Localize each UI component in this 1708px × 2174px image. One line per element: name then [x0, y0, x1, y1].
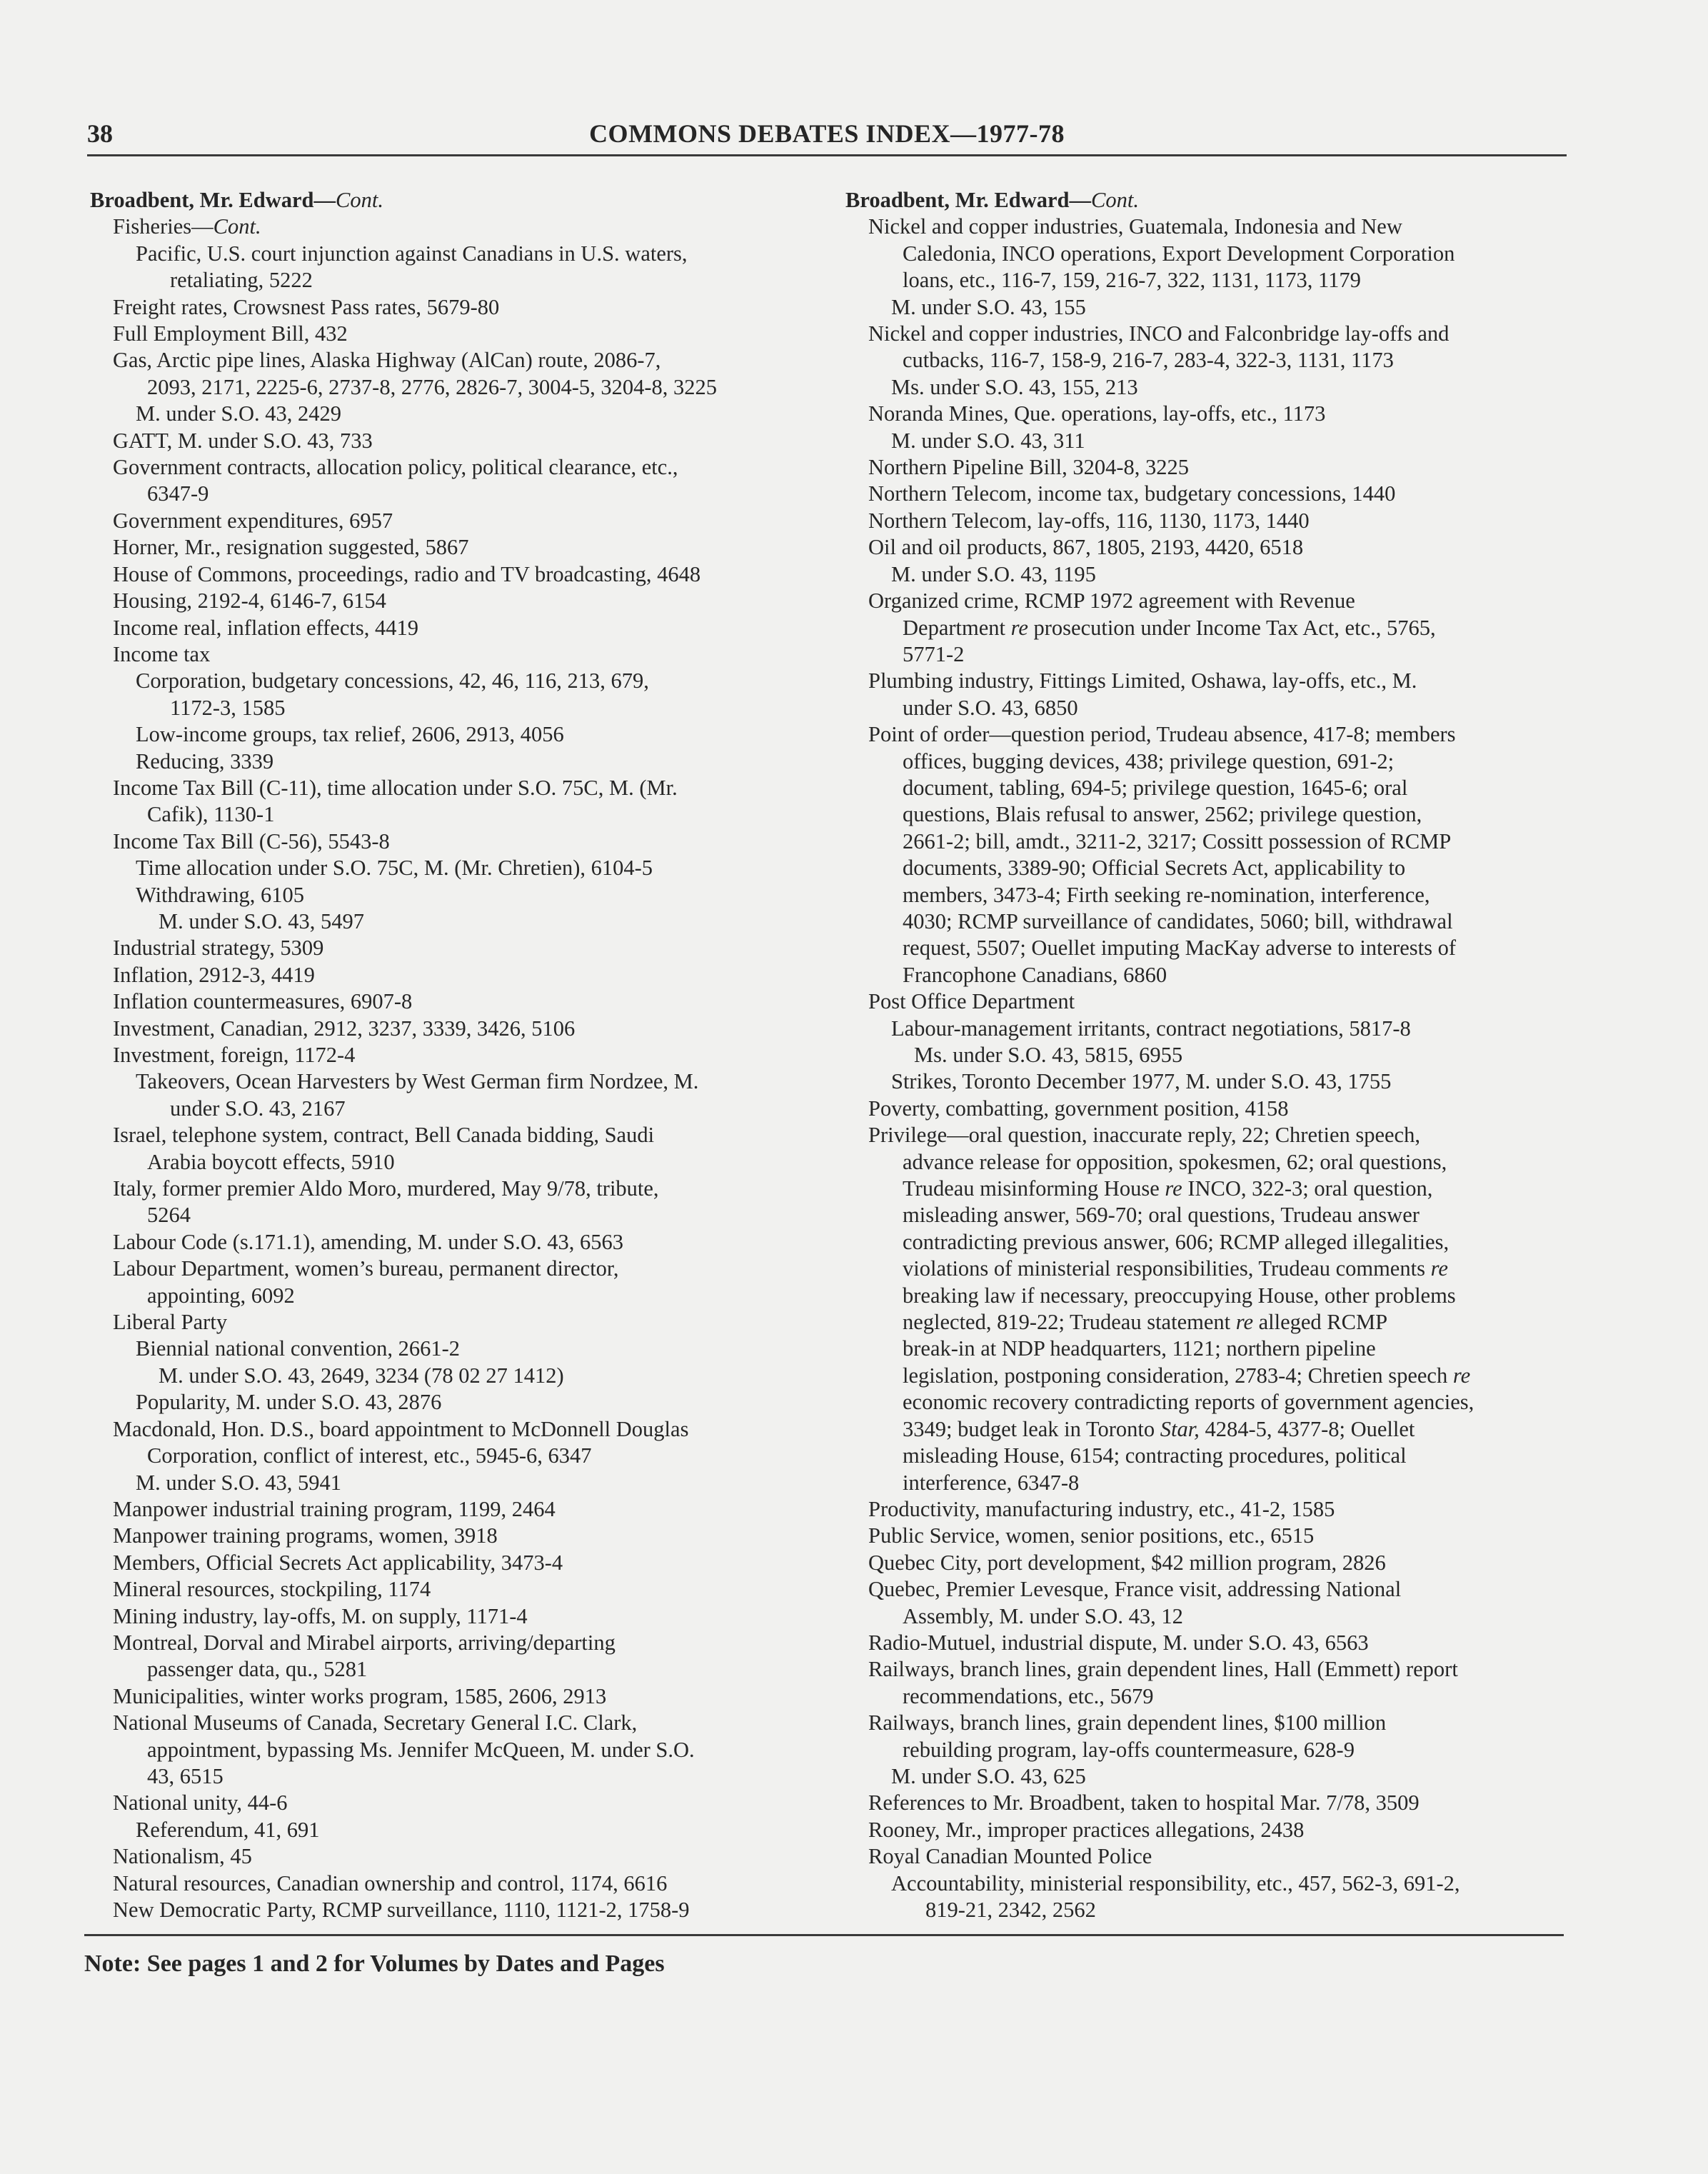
- index-line: [845, 1897, 1567, 1923]
- index-text: House of Commons, proceedings, radio and TV broadcasting, 4648: [113, 561, 701, 586]
- index-line: [90, 214, 804, 240]
- index-line: [845, 428, 1567, 454]
- index-line: [845, 1656, 1567, 1683]
- index-line: [845, 1817, 1567, 1843]
- index-line: [90, 428, 804, 454]
- index-line: [845, 1550, 1567, 1576]
- index-line: [90, 347, 804, 374]
- index-line: [90, 962, 804, 988]
- index-text: References to Mr. Broadbent, taken to hospital Mar. 7/78, 3509: [868, 1790, 1420, 1815]
- index-line: [90, 1870, 804, 1897]
- column-heading: [90, 187, 804, 214]
- index-text: economic recovery contradicting reports of government agencies,: [903, 1390, 1475, 1415]
- index-text: Corporation, budgetary concessions, 42, 46, 116, 213, 679,: [136, 668, 649, 693]
- index-text: Assembly, M. under S.O. 43, 12: [903, 1603, 1183, 1628]
- heading-name: Broadbent, Mr. Edward—: [90, 188, 336, 212]
- index-text: Labour-management irritants, contract negotiations, 5817-8: [891, 1016, 1411, 1041]
- heading-cont: Cont.: [1091, 188, 1139, 212]
- index-text: Manpower training programs, women, 3918: [113, 1523, 498, 1548]
- index-text: Inflation, 2912-3, 4419: [113, 962, 315, 987]
- index-text: Inflation countermeasures, 6907-8: [113, 989, 413, 1014]
- index-line: [845, 908, 1567, 935]
- index-line: [845, 1256, 1567, 1282]
- index-text-after: alleged RCMP: [1253, 1310, 1388, 1335]
- index-line: [845, 1283, 1567, 1309]
- index-line: [845, 1336, 1567, 1362]
- index-text: 819-21, 2342, 2562: [925, 1898, 1096, 1922]
- index-line: [90, 855, 804, 881]
- index-text: request, 5507; Ouellet imputing MacKay adverse to interests of: [903, 936, 1457, 961]
- index-line: [845, 641, 1567, 668]
- index-line: [845, 508, 1567, 534]
- index-text: Income real, inflation effects, 4419: [113, 615, 418, 640]
- index-line: [90, 1470, 804, 1496]
- index-line: [845, 267, 1567, 294]
- index-italic: re: [1010, 615, 1028, 640]
- index-text: Labour Department, women’s bureau, permanent director,: [113, 1256, 619, 1281]
- index-line: [845, 1737, 1567, 1763]
- index-line: [845, 1149, 1567, 1176]
- index-line: [90, 1550, 804, 1576]
- index-line: [90, 695, 804, 721]
- index-line: [845, 882, 1567, 908]
- index-line: [845, 588, 1567, 614]
- index-text: M. under S.O. 43, 625: [891, 1763, 1086, 1788]
- index-text: Accountability, ministerial responsibility, etc., 457, 562-3, 691-2,: [891, 1870, 1460, 1895]
- index-text: Ms. under S.O. 43, 5815, 6955: [914, 1043, 1183, 1067]
- index-line: [90, 561, 804, 588]
- index-text: Government expenditures, 6957: [113, 508, 393, 533]
- index-line: [845, 1229, 1567, 1256]
- index-line: [90, 935, 804, 961]
- index-line: [845, 695, 1567, 721]
- index-text: National unity, 44-6: [113, 1790, 288, 1815]
- index-line: [90, 1737, 804, 1763]
- index-italic: re: [1235, 1310, 1253, 1335]
- index-italic: re: [1165, 1176, 1182, 1201]
- index-text: offices, bugging devices, 438; privilege question, 691-2;: [903, 748, 1395, 773]
- index-text-after: 4284-5, 4377-8; Ouellet: [1199, 1416, 1415, 1441]
- index-text-after: INCO, 322-3; oral question,: [1182, 1176, 1433, 1201]
- index-line: [845, 1443, 1567, 1469]
- index-text: New Democratic Party, RCMP surveillance, 1110, 1121-2, 1758-9: [113, 1898, 690, 1922]
- index-text: Investment, Canadian, 2912, 3237, 3339, 3426, 5106: [113, 1016, 576, 1041]
- index-line: [845, 1470, 1567, 1496]
- index-text: Northern Pipeline Bill, 3204-8, 3225: [868, 455, 1189, 480]
- index-text: Railways, branch lines, grain dependent lines, $100 million: [868, 1710, 1387, 1735]
- index-italic: re: [1430, 1256, 1448, 1281]
- index-text: Government contracts, allocation policy, political clearance, etc.,: [113, 455, 678, 480]
- index-text: 1172-3, 1585: [170, 695, 286, 720]
- page-header: [87, 114, 1567, 156]
- index-line: [845, 1363, 1567, 1389]
- index-text: Northern Telecom, lay-offs, 116, 1130, 1173, 1440: [868, 508, 1310, 533]
- index-line: [845, 801, 1567, 828]
- index-line: [90, 801, 804, 828]
- index-text: M. under S.O. 43, 2429: [136, 401, 342, 426]
- index-text: misleading answer, 569-70; oral questions, Trudeau answer: [903, 1203, 1420, 1228]
- index-text: Income Tax Bill (C-11), time allocation under S.O. 75C, M. (Mr.: [113, 775, 678, 800]
- index-line: [845, 241, 1567, 267]
- index-line: [845, 1790, 1567, 1816]
- index-line: [845, 1202, 1567, 1228]
- index-text: 6347-9: [147, 481, 209, 506]
- index-text: Railways, branch lines, grain dependent lines, Hall (Emmett) report: [868, 1657, 1458, 1682]
- index-line: [845, 721, 1567, 748]
- index-line: [90, 668, 804, 694]
- index-text: Withdrawing, 6105: [136, 882, 304, 907]
- index-line: [90, 748, 804, 775]
- index-text: Caledonia, INCO operations, Export Development Corporation: [903, 241, 1455, 266]
- index-text: Ms. under S.O. 43, 155, 213: [891, 374, 1138, 399]
- index-text: M. under S.O. 43, 1195: [891, 561, 1096, 586]
- index-line: [90, 1576, 804, 1603]
- index-line: [90, 1817, 804, 1843]
- index-text: cutbacks, 116-7, 158-9, 216-7, 283-4, 322-3, 1131, 1173: [903, 348, 1394, 373]
- index-text: passenger data, qu., 5281: [147, 1657, 368, 1682]
- index-line: [845, 1523, 1567, 1549]
- index-text: M. under S.O. 43, 311: [891, 428, 1085, 453]
- index-line: [845, 1870, 1567, 1897]
- index-text: Poverty, combatting, government position, 4158: [868, 1096, 1289, 1121]
- index-line: [90, 1229, 804, 1256]
- index-line: [90, 1523, 804, 1549]
- index-text: Labour Code (s.171.1), amending, M. under S.O. 43, 6563: [113, 1229, 623, 1254]
- index-text: M. under S.O. 43, 155: [891, 294, 1086, 319]
- left-index-column: [90, 187, 804, 1923]
- index-text: Biennial national convention, 2661-2: [136, 1336, 461, 1361]
- index-text: 5771-2: [903, 641, 965, 666]
- index-line: [845, 1843, 1567, 1870]
- index-line: [90, 1309, 804, 1336]
- index-text: Municipalities, winter works program, 1585, 2606, 2913: [113, 1683, 607, 1708]
- index-line: [845, 1389, 1567, 1416]
- index-text: Nickel and copper industries, INCO and Falconbridge lay-offs and: [868, 321, 1450, 346]
- index-text: Quebec, Premier Levesque, France visit, addressing National: [868, 1577, 1402, 1602]
- index-line: [845, 668, 1567, 694]
- index-italic: re: [1452, 1363, 1471, 1388]
- index-line: [90, 1042, 804, 1068]
- index-text: 5264: [147, 1203, 191, 1228]
- index-italic: Cont.: [213, 214, 261, 239]
- index-text: Industrial strategy, 5309: [113, 936, 324, 961]
- index-text: Point of order—question period, Trudeau absence, 417-8; members: [868, 722, 1456, 747]
- index-line: [90, 534, 804, 561]
- index-text: under S.O. 43, 2167: [170, 1096, 346, 1121]
- index-text: M. under S.O. 43, 5941: [136, 1470, 342, 1495]
- index-line: [90, 1710, 804, 1736]
- index-line: [845, 1763, 1567, 1790]
- index-text: Income Tax Bill (C-56), 5543-8: [113, 828, 390, 853]
- index-line: [90, 321, 804, 347]
- index-line: [90, 1630, 804, 1656]
- index-text: Referendum, 41, 691: [136, 1817, 320, 1842]
- index-text: Radio-Mutuel, industrial dispute, M. under S.O. 43, 6563: [868, 1630, 1369, 1655]
- index-line: [845, 1042, 1567, 1068]
- index-line: [845, 214, 1567, 240]
- index-text: recommendations, etc., 5679: [903, 1683, 1154, 1708]
- index-text: Northern Telecom, income tax, budgetary concessions, 1440: [868, 481, 1396, 506]
- index-text: Israel, telephone system, contract, Bell Canada bidding, Saudi: [113, 1123, 655, 1148]
- index-line: [90, 1763, 804, 1790]
- index-text: Francophone Canadians, 6860: [903, 962, 1167, 987]
- page-number: 38: [87, 119, 113, 148]
- index-line: [90, 1443, 804, 1469]
- index-line: [845, 1576, 1567, 1603]
- index-text: Privilege—oral question, inaccurate reply, 22; Chretien speech,: [868, 1123, 1420, 1148]
- index-text: Housing, 2192-4, 6146-7, 6154: [113, 588, 386, 613]
- index-line: [845, 534, 1567, 561]
- index-text: misleading House, 6154; contracting procedures, political: [903, 1443, 1407, 1468]
- index-line: [845, 855, 1567, 881]
- index-text: 4030; RCMP surveillance of candidates, 5060; bill, withdrawal: [903, 908, 1453, 933]
- index-line: [845, 1416, 1567, 1443]
- index-text: Noranda Mines, Que. operations, lay-offs, etc., 1173: [868, 401, 1326, 426]
- page-footer: [84, 1934, 1564, 1977]
- index-text: Macdonald, Hon. D.S., board appointment to McDonnell Douglas: [113, 1416, 689, 1441]
- index-text: break-in at NDP headquarters, 1121; northern pipeline: [903, 1336, 1376, 1361]
- index-line: [90, 1790, 804, 1816]
- index-text: document, tabling, 694-5; privilege question, 1645-6; oral: [903, 775, 1408, 800]
- index-line: [845, 1630, 1567, 1656]
- index-text: Natural resources, Canadian ownership and control, 1174, 6616: [113, 1870, 668, 1895]
- index-text: Manpower industrial training program, 1199, 2464: [113, 1496, 556, 1521]
- index-text: GATT, M. under S.O. 43, 733: [113, 428, 373, 453]
- index-text: breaking law if necessary, preoccupying House, other problems: [903, 1283, 1456, 1308]
- index-text: Members, Official Secrets Act applicability, 3473-4: [113, 1550, 563, 1575]
- index-line: [90, 1897, 804, 1923]
- index-line: [845, 615, 1567, 641]
- index-text: Department: [903, 615, 1011, 640]
- index-line: [845, 401, 1567, 427]
- index-line: [845, 1176, 1567, 1202]
- index-line: [90, 1496, 804, 1523]
- index-line: [90, 1603, 804, 1630]
- index-text: questions, Blais refusal to answer, 2562; privilege question,: [903, 802, 1422, 827]
- index-line: [845, 748, 1567, 775]
- index-line: [845, 1016, 1567, 1042]
- index-text: loans, etc., 116-7, 159, 216-7, 322, 1131, 1173, 1179: [903, 268, 1361, 293]
- index-line: [90, 294, 804, 321]
- index-line: [90, 908, 804, 935]
- index-text: Mining industry, lay-offs, M. on supply, 1171-4: [113, 1603, 528, 1628]
- index-text: Italy, former premier Aldo Moro, murdered, May 9/78, tribute,: [113, 1176, 659, 1201]
- index-line: [90, 1416, 804, 1443]
- index-text: Rooney, Mr., improper practices allegations, 2438: [868, 1817, 1305, 1842]
- index-line: [845, 374, 1567, 401]
- index-line: [90, 1363, 804, 1389]
- index-text-after: prosecution under Income Tax Act, etc., 5765,: [1028, 615, 1436, 640]
- index-text: Post Office Department: [868, 989, 1075, 1014]
- index-line: [90, 1336, 804, 1362]
- index-text: documents, 3389-90; Official Secrets Act, applicability to: [903, 856, 1406, 881]
- index-text: Gas, Arctic pipe lines, Alaska Highway (AlCan) route, 2086-7,: [113, 348, 661, 373]
- index-line: [845, 294, 1567, 321]
- index-text: 2661-2; bill, amdt., 3211-2, 3217; Cossitt possession of RCMP: [903, 828, 1452, 853]
- index-line: [90, 401, 804, 427]
- index-text: Income tax: [113, 641, 211, 666]
- index-line: [90, 1656, 804, 1683]
- index-line: [845, 561, 1567, 588]
- index-text: retaliating, 5222: [170, 268, 313, 293]
- index-text: Corporation, conflict of interest, etc., 5945-6, 6347: [147, 1443, 592, 1468]
- index-text: National Museums of Canada, Secretary General I.C. Clark,: [113, 1710, 638, 1735]
- index-line: [90, 641, 804, 668]
- footer-note: Note: See pages 1 and 2 for Volumes by Dates and Pages: [84, 1950, 665, 1977]
- index-line: [90, 454, 804, 481]
- index-line: [90, 1843, 804, 1870]
- index-line: [90, 988, 804, 1015]
- index-italic: Star,: [1160, 1416, 1200, 1441]
- index-line: [90, 1122, 804, 1148]
- index-line: [845, 1068, 1567, 1095]
- index-text: Arabia boycott effects, 5910: [147, 1149, 395, 1174]
- index-text: advance release for opposition, spokesmen, 62; oral questions,: [903, 1149, 1447, 1174]
- index-line: [90, 374, 804, 401]
- index-line: [845, 454, 1567, 481]
- index-line: [90, 241, 804, 267]
- index-line: [90, 1096, 804, 1122]
- index-line: [90, 721, 804, 748]
- index-line: [90, 267, 804, 294]
- index-text: Low-income groups, tax relief, 2606, 2913, 4056: [136, 722, 564, 747]
- index-text: Nickel and copper industries, Guatemala, Indonesia and New: [868, 214, 1402, 239]
- index-text: Fisheries—: [113, 214, 214, 239]
- index-line: [90, 1016, 804, 1042]
- index-text: Pacific, U.S. court injunction against Canadians in U.S. waters,: [136, 241, 688, 266]
- index-text: Full Employment Bill, 432: [113, 321, 348, 346]
- index-line: [90, 1176, 804, 1202]
- index-line: [90, 882, 804, 908]
- index-line: [845, 347, 1567, 374]
- index-text: Trudeau misinforming House: [903, 1176, 1165, 1201]
- index-line: [845, 1683, 1567, 1710]
- index-line: [845, 962, 1567, 988]
- page-title: COMMONS DEBATES INDEX—1977-78: [589, 119, 1065, 148]
- index-text: appointing, 6092: [147, 1283, 295, 1308]
- index-line: [845, 1122, 1567, 1148]
- index-text: contradicting previous answer, 606; RCMP alleged illegalities,: [903, 1229, 1450, 1254]
- index-text: appointment, bypassing Ms. Jennifer McQueen, M. under S.O.: [147, 1737, 695, 1762]
- index-line: [90, 615, 804, 641]
- index-text: Plumbing industry, Fittings Limited, Oshawa, lay-offs, etc., M.: [868, 668, 1417, 693]
- index-line: [845, 481, 1567, 507]
- index-line: [90, 775, 804, 801]
- index-line: [90, 1068, 804, 1095]
- index-line: [90, 828, 804, 855]
- column-heading: [845, 187, 1567, 214]
- index-line: [845, 1710, 1567, 1736]
- index-text: Quebec City, port development, $42 million program, 2826: [868, 1550, 1386, 1575]
- index-text: Mineral resources, stockpiling, 1174: [113, 1577, 431, 1602]
- index-text: Takeovers, Ocean Harvesters by West German firm Nordzee, M.: [136, 1069, 699, 1094]
- index-line: [90, 1389, 804, 1416]
- index-text: interference, 6347-8: [903, 1470, 1080, 1495]
- index-text: Liberal Party: [113, 1310, 228, 1335]
- index-text: Montreal, Dorval and Mirabel airports, arriving/departing: [113, 1630, 616, 1655]
- index-line: [845, 828, 1567, 855]
- index-text: Time allocation under S.O. 75C, M. (Mr. Chretien), 6104-5: [136, 856, 653, 881]
- index-text: Freight rates, Crowsnest Pass rates, 5679-80: [113, 294, 500, 319]
- right-index-column: [845, 187, 1567, 1923]
- index-text: 3349; budget leak in Toronto: [903, 1416, 1160, 1441]
- heading-cont: Cont.: [336, 188, 383, 212]
- index-text: violations of ministerial responsibilities, Trudeau comments: [903, 1256, 1431, 1281]
- index-text: legislation, postponing consideration, 2783-4; Chretien speech: [903, 1363, 1453, 1388]
- index-text: Oil and oil products, 867, 1805, 2193, 4420, 6518: [868, 535, 1304, 560]
- index-text: Investment, foreign, 1172-4: [113, 1043, 356, 1067]
- index-line: [845, 1096, 1567, 1122]
- index-line: [845, 321, 1567, 347]
- index-text: Popularity, M. under S.O. 43, 2876: [136, 1390, 442, 1415]
- index-line: [90, 588, 804, 614]
- index-text: neglected, 819-22; Trudeau statement: [903, 1310, 1236, 1335]
- index-text: M. under S.O. 43, 5497: [159, 908, 365, 933]
- index-text: 2093, 2171, 2225-6, 2737-8, 2776, 2826-7, 3004-5, 3204-8, 3225: [147, 374, 718, 399]
- index-line: [845, 1309, 1567, 1336]
- index-text: Nationalism, 45: [113, 1844, 252, 1869]
- index-line: [90, 1683, 804, 1710]
- index-line: [90, 508, 804, 534]
- index-line: [845, 1496, 1567, 1523]
- index-line: [90, 1149, 804, 1176]
- index-line: [90, 481, 804, 507]
- index-line: [90, 1256, 804, 1282]
- index-line: [90, 1283, 804, 1309]
- index-text: rebuilding program, lay-offs countermeasure, 628-9: [903, 1737, 1355, 1762]
- index-line: [845, 935, 1567, 961]
- index-text: under S.O. 43, 6850: [903, 695, 1078, 720]
- index-text: 43, 6515: [147, 1763, 223, 1788]
- index-text: Reducing, 3339: [136, 748, 274, 773]
- index-text: Strikes, Toronto December 1977, M. under S.O. 43, 1755: [891, 1069, 1392, 1094]
- index-line: [845, 988, 1567, 1015]
- index-text: Royal Canadian Mounted Police: [868, 1844, 1152, 1869]
- index-text: Horner, Mr., resignation suggested, 5867: [113, 535, 469, 560]
- index-line: [90, 1202, 804, 1228]
- index-text: Organized crime, RCMP 1972 agreement with Revenue: [868, 588, 1355, 613]
- index-text: members, 3473-4; Firth seeking re-nomination, interference,: [903, 882, 1430, 907]
- index-line: [845, 1603, 1567, 1630]
- index-text: Cafik), 1130-1: [147, 802, 275, 827]
- heading-name: Broadbent, Mr. Edward—: [845, 188, 1092, 212]
- index-text: Productivity, manufacturing industry, etc., 41-2, 1585: [868, 1496, 1335, 1521]
- index-line: [845, 775, 1567, 801]
- index-text: M. under S.O. 43, 2649, 3234 (78 02 27 1412): [159, 1363, 564, 1388]
- index-text: Public Service, women, senior positions, etc., 6515: [868, 1523, 1315, 1548]
